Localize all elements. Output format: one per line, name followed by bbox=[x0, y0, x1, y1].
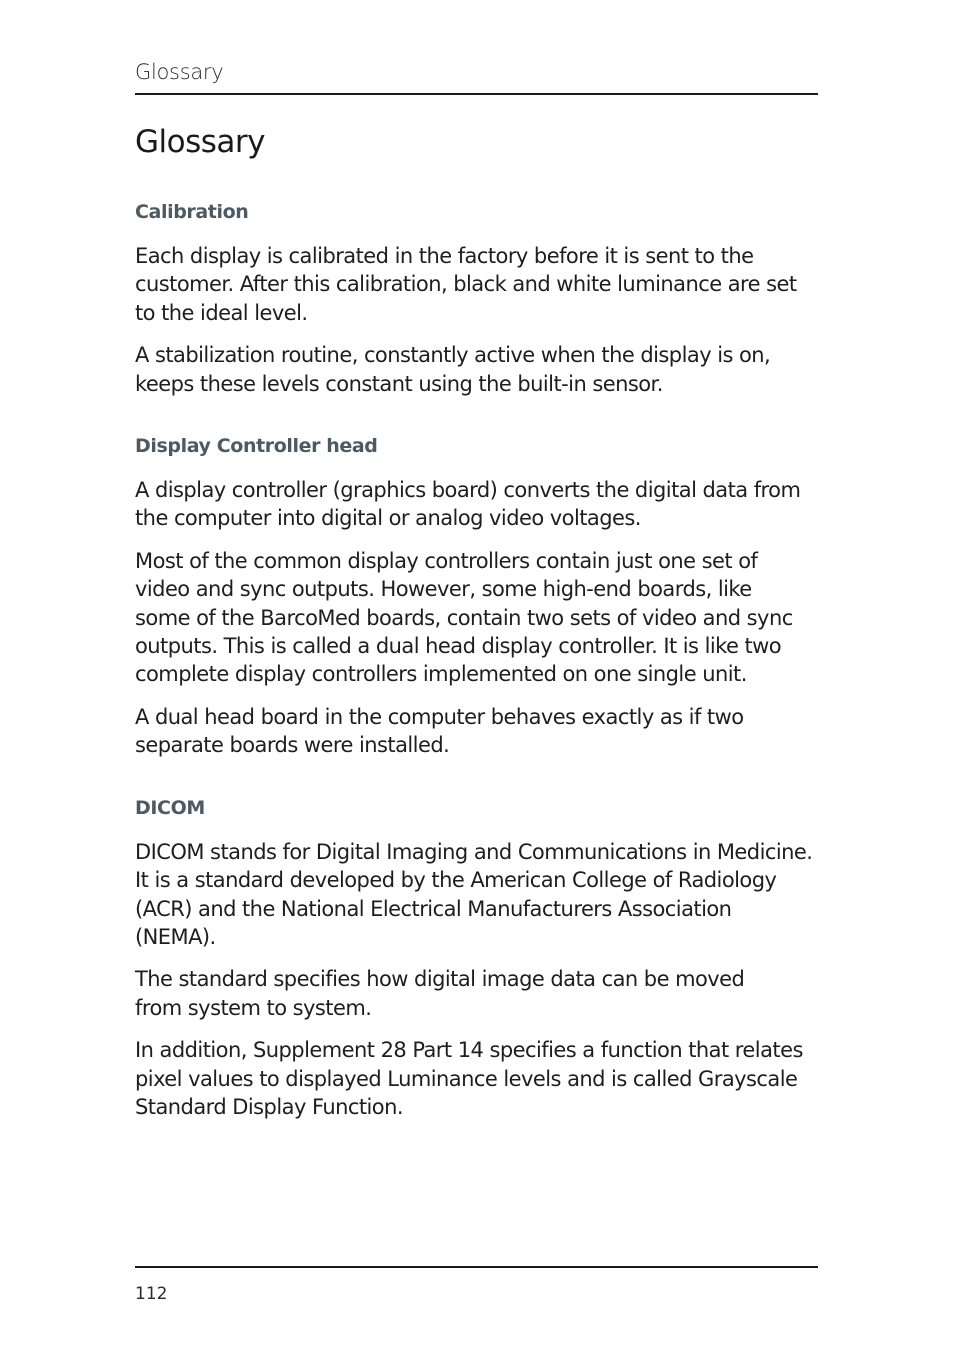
header-rule bbox=[135, 93, 818, 95]
paragraph: A display controller (graphics board) converts the digital data from the computer into digital or analog video voltages. bbox=[135, 478, 801, 531]
section-heading: DICOM bbox=[135, 796, 205, 819]
running-header: Glossary bbox=[135, 60, 224, 84]
glossary-entry-calibration bbox=[135, 196, 818, 398]
paragraph: The standard specifies how digital image data can be moved from system to system. bbox=[135, 967, 745, 1020]
glossary-entry-display-controller-head bbox=[135, 430, 818, 760]
section-heading: Calibration bbox=[135, 201, 249, 223]
paragraph: Each display is calibrated in the factory before it is sent to the customer. After this calibration, black and white luminance are set to the ideal level. bbox=[135, 244, 797, 325]
glossary-content bbox=[135, 196, 818, 1121]
page-title: Glossary bbox=[135, 124, 265, 160]
paragraph: In addition, Supplement 28 Part 14 specifies a function that relates pixel values to displayed Luminance levels and is called Grayscale Standard Display Function. bbox=[135, 1038, 803, 1119]
paragraph: DICOM stands for Digital Imaging and Communications in Medicine. It is a standard developed by the American College of Radiology (ACR) and the National Electrical Manufacturers Association (NEMA). bbox=[135, 839, 813, 949]
page-number: 112 bbox=[135, 1284, 168, 1304]
paragraph: A stabilization routine, constantly active when the display is on, keeps these levels constant using the built-in sensor. bbox=[135, 343, 771, 396]
footer-rule bbox=[135, 1266, 818, 1268]
paragraph: A dual head board in the computer behaves exactly as if two separate boards were installed. bbox=[135, 704, 744, 758]
section-heading: Display Controller head bbox=[135, 435, 378, 458]
paragraph: Most of the common display controllers contain just one set of video and sync outputs. However, some high-end boards, like some of the BarcoMed boards, contain two sets of video and sync outputs. This is called a dual head display controller. It is like two complete display controllers implemented on one single unit. bbox=[135, 548, 793, 687]
glossary-entry-dicom bbox=[135, 792, 818, 1122]
